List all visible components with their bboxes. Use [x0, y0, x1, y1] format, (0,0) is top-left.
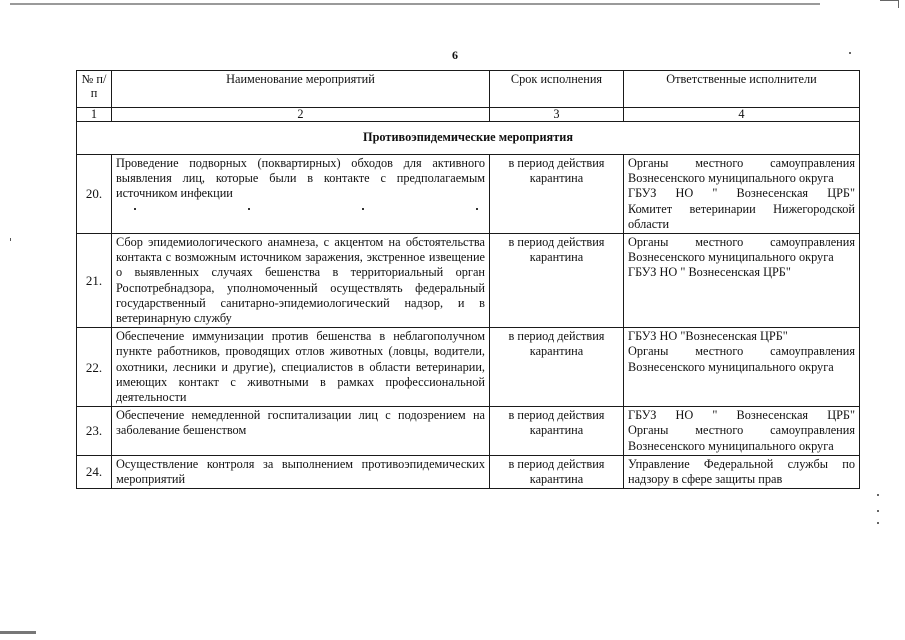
row-measure: Сбор эпидемиологического анамнеза, с акцентом на обстоятельства контакта с возможным источником заражения, экстренное извещение о выявленных случаях бешенства в территориальный орган Роспотребнадзора, уполномоченный осуществлять федеральный государственный санитарно-эпидемиологический надзор, и в ветеринарную службу [112, 234, 490, 328]
row-number: 20. [77, 155, 112, 234]
row-measure: Обеспечение немедленной госпитализации лиц с подозрением на заболевание бешенством [112, 407, 490, 456]
row-responsible [624, 407, 860, 456]
table-row [77, 455, 860, 488]
responsible-entry: Органы местного самоуправления Вознесенского муниципального округа [628, 156, 855, 186]
column-index: 1 [77, 108, 112, 122]
column-index: 2 [112, 108, 490, 122]
row-measure [112, 155, 490, 234]
row-term [490, 155, 624, 234]
responsible-entry: Органы местного самоуправления Вознесенского муниципального округа [628, 235, 855, 265]
scan-margin-mark [10, 238, 11, 241]
measures-table [76, 70, 860, 489]
table-header-row [77, 71, 860, 108]
row-responsible [624, 455, 860, 488]
table-row [77, 407, 860, 456]
responsible-entry: Органы местного самоуправления Вознесенского муниципального округа [628, 344, 855, 374]
table-row [77, 328, 860, 407]
page-number: 6 [452, 48, 458, 62]
row-term: в период действия карантина [490, 234, 624, 328]
header-responsible: Ответственные исполнители [624, 71, 860, 108]
row-number: 23. [77, 407, 112, 456]
row-responsible [624, 234, 860, 328]
column-index: 4 [624, 108, 860, 122]
row-term: в период действия карантина [490, 407, 624, 456]
row-responsible [624, 328, 860, 407]
responsible-entry: Комитет ветеринарии Нижегородской области [628, 201, 855, 231]
column-index-row [77, 108, 860, 122]
row-number: 21. [77, 234, 112, 328]
table-row [77, 234, 860, 328]
responsible-entry: Органы местного самоуправления Вознесенского муниципального округа [628, 423, 855, 453]
scan-dots [116, 202, 485, 222]
responsible-entry: ГБУЗ НО "Вознесенская ЦРБ" [628, 329, 788, 344]
scan-bottom-edge [0, 631, 36, 634]
responsible-entry: ГБУЗ НО " Вознесенская ЦРБ" [628, 408, 855, 423]
header-term: Срок исполнения [490, 71, 624, 108]
responsible-entry: ГБУЗ НО " Вознесенская ЦРБ" [628, 186, 855, 201]
column-index: 3 [490, 108, 624, 122]
row-responsible [624, 155, 860, 234]
responsible-entry: Управление Федеральной службы по надзору в сфере защиты прав [628, 456, 855, 487]
header-name: Наименование мероприятий [112, 71, 490, 108]
row-measure: Обеспечение иммунизации против бешенства в неблагополучном пункте работников, проводящих отлов животных (ловцы, водители, охотники, лесники и другие), специалистов в области ветеринарии, имеющих контакт с животными в рамках профессиональной деятельности [112, 328, 490, 407]
row-term: в период действия карантина [490, 455, 624, 488]
row-number: 22. [77, 328, 112, 407]
row-measure: Осуществление контроля за выполнением противоэпидемических мероприятий [112, 455, 490, 488]
scan-corner-mark [880, 0, 899, 8]
scan-top-edge [10, 3, 820, 5]
measure-text: Проведение подворных (поквартирных) обходов для активного выявления лиц, которые были в контакте с предполагаемым источником инфекции [116, 156, 485, 201]
section-row [77, 122, 860, 155]
responsible-entry: ГБУЗ НО " Вознесенская ЦРБ" [628, 265, 791, 280]
section-title: Противоэпидемические мероприятия [77, 122, 860, 155]
term-text: в период действия карантина [508, 156, 605, 186]
row-number: 24. [77, 455, 112, 488]
table-row [77, 155, 860, 234]
row-term: в период действия карантина [490, 328, 624, 407]
header-number: № п/п [77, 71, 112, 108]
